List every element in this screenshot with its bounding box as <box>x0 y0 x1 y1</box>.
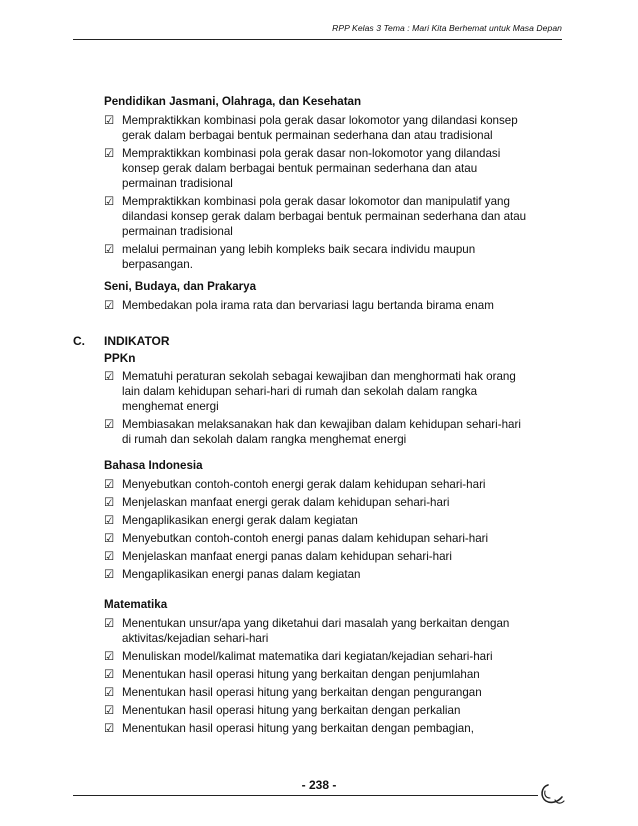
checklist-item-line: Mengaplikasikan energi gerak dalam kegiatan <box>122 514 358 527</box>
checklist-item-line: permainan tradisional <box>122 225 233 238</box>
checklist-item <box>104 477 564 492</box>
bahasa-section <box>104 458 564 585</box>
checklist-item-line: lain dalam kehidupan sehari-hari di rumah dan sekolah dalam rangka <box>122 385 478 398</box>
section-c-title: INDIKATOR <box>104 334 170 348</box>
section-c-heading <box>73 334 170 349</box>
pjok-heading: Pendidikan Jasmani, Olahraga, dan Kesehatan <box>104 95 362 108</box>
swirl-ornament-icon <box>538 782 566 808</box>
checkbox-checked-icon: ☑ <box>104 649 115 663</box>
checkbox-checked-icon: ☑ <box>104 298 115 312</box>
sbdp-section <box>104 279 564 316</box>
checklist-item <box>104 513 564 528</box>
checklist-item <box>104 549 564 564</box>
checkbox-checked-icon: ☑ <box>104 146 115 160</box>
checklist-item-line: di rumah dan sekolah dalam rangka menghemat energi <box>122 433 407 446</box>
checklist-item <box>104 242 564 272</box>
checklist-item-line: Mematuhi peraturan sekolah sebagai kewajiban dan menghormati hak orang <box>122 370 516 383</box>
checklist-item <box>104 721 564 736</box>
checklist-item <box>104 616 564 646</box>
checklist-item-line: permainan tradisional <box>122 177 233 190</box>
ppkn-heading: PPKn <box>104 351 136 365</box>
checkbox-checked-icon: ☑ <box>104 242 115 256</box>
checkbox-checked-icon: ☑ <box>104 495 115 509</box>
checkbox-checked-icon: ☑ <box>104 703 115 717</box>
checkbox-checked-icon: ☑ <box>104 477 115 491</box>
checklist-item <box>104 685 564 700</box>
footer-rule <box>73 795 538 796</box>
checklist-item <box>104 649 564 664</box>
checklist-item <box>104 194 564 239</box>
checklist-item-line: melalui permainan yang lebih kompleks baik secara individu maupun <box>122 243 476 256</box>
checkbox-checked-icon: ☑ <box>104 417 115 431</box>
ppkn-list <box>104 369 564 447</box>
checkbox-checked-icon: ☑ <box>104 567 115 581</box>
checklist-item-line: Menjelaskan manfaat energi gerak dalam kehidupan sehari-hari <box>122 496 450 509</box>
checklist-item-line: berpasangan. <box>122 258 193 271</box>
checkbox-checked-icon: ☑ <box>104 549 115 563</box>
checkbox-checked-icon: ☑ <box>104 667 115 681</box>
checklist-item <box>104 703 564 718</box>
checklist-item-line: Membiasakan melaksanakan hak dan kewajiban dalam kehidupan sehari-hari <box>122 418 521 431</box>
checklist-item <box>104 113 564 143</box>
section-c-label: C. <box>73 334 85 348</box>
checklist-item <box>104 369 564 414</box>
checklist-item-line: konsep gerak dalam berbagai bentuk permainan sederhana dan atau <box>122 162 478 175</box>
checklist-item <box>104 667 564 682</box>
checklist-item-line: menghemat energi <box>122 400 219 413</box>
header-title: RPP Kelas 3 Tema : Mari Kita Berhemat untuk Masa Depan <box>332 23 562 33</box>
checklist-item-line: Menyebutkan contoh-contoh energi panas dalam kehidupan sehari-hari <box>122 532 489 545</box>
checklist-item-line: Menentukan hasil operasi hitung yang berkaitan dengan penjumlahan <box>122 668 480 681</box>
checklist-item-line: Menentukan unsur/apa yang diketahui dari masalah yang berkaitan dengan <box>122 617 510 630</box>
pjok-section <box>104 94 564 275</box>
sbdp-heading: Seni, Budaya, dan Prakarya <box>104 280 257 293</box>
checklist-item-line: dilandasi konsep gerak dalam berbagai bentuk permainan sederhana dan atau <box>122 210 527 223</box>
checklist-item-line: Menuliskan model/kalimat matematika dari kegiatan/kejadian sehari-hari <box>122 650 493 663</box>
checklist-item-line: Membedakan pola irama rata dan bervariasi lagu bertanda birama enam <box>122 299 494 312</box>
header-rule <box>73 39 562 40</box>
checklist-item-line: Mempraktikkan kombinasi pola gerak dasar lokomotor yang dilandasi konsep <box>122 114 518 127</box>
checklist-item-line: gerak dalam berbagai bentuk permainan sederhana dan atau tradisional <box>122 129 493 142</box>
ppkn-section <box>104 369 564 450</box>
checklist-item-line: Mempraktikkan kombinasi pola gerak dasar lokomotor dan manipulatif yang <box>122 195 510 208</box>
checklist-item-line: Menentukan hasil operasi hitung yang berkaitan dengan pembagian, <box>122 722 474 735</box>
checklist-item <box>104 567 564 582</box>
checkbox-checked-icon: ☑ <box>104 113 115 127</box>
checklist-item <box>104 417 564 447</box>
checklist-item-line: Mempraktikkan kombinasi pola gerak dasar non-lokomotor yang dilandasi <box>122 147 501 160</box>
checklist-item <box>104 298 564 313</box>
checklist-item-line: Mengaplikasikan energi panas dalam kegiatan <box>122 568 361 581</box>
checkbox-checked-icon: ☑ <box>104 531 115 545</box>
checkbox-checked-icon: ☑ <box>104 616 115 630</box>
checklist-item-line: aktivitas/kejadian sehari-hari <box>122 632 269 645</box>
pjok-list <box>104 113 564 272</box>
bahasa-heading: Bahasa Indonesia <box>104 459 203 472</box>
matematika-heading: Matematika <box>104 598 168 611</box>
checklist-item <box>104 495 564 510</box>
checkbox-checked-icon: ☑ <box>104 721 115 735</box>
checkbox-checked-icon: ☑ <box>104 194 115 208</box>
checklist-item-line: Menentukan hasil operasi hitung yang berkaitan dengan perkalian <box>122 704 461 717</box>
checkbox-checked-icon: ☑ <box>104 513 115 527</box>
checklist-item-line: Menentukan hasil operasi hitung yang berkaitan dengan pengurangan <box>122 686 482 699</box>
checklist-item <box>104 146 564 191</box>
matematika-section <box>104 597 564 739</box>
checklist-item <box>104 531 564 546</box>
matematika-list <box>104 616 564 736</box>
page-number: - 238 - <box>301 778 337 792</box>
checkbox-checked-icon: ☑ <box>104 369 115 383</box>
checklist-item-line: Menyebutkan contoh-contoh energi gerak dalam kehidupan sehari-hari <box>122 478 486 491</box>
checkbox-checked-icon: ☑ <box>104 685 115 699</box>
bahasa-list <box>104 477 564 582</box>
checklist-item-line: Menjelaskan manfaat energi panas dalam kehidupan sehari-hari <box>122 550 452 563</box>
sbdp-list <box>104 298 564 313</box>
